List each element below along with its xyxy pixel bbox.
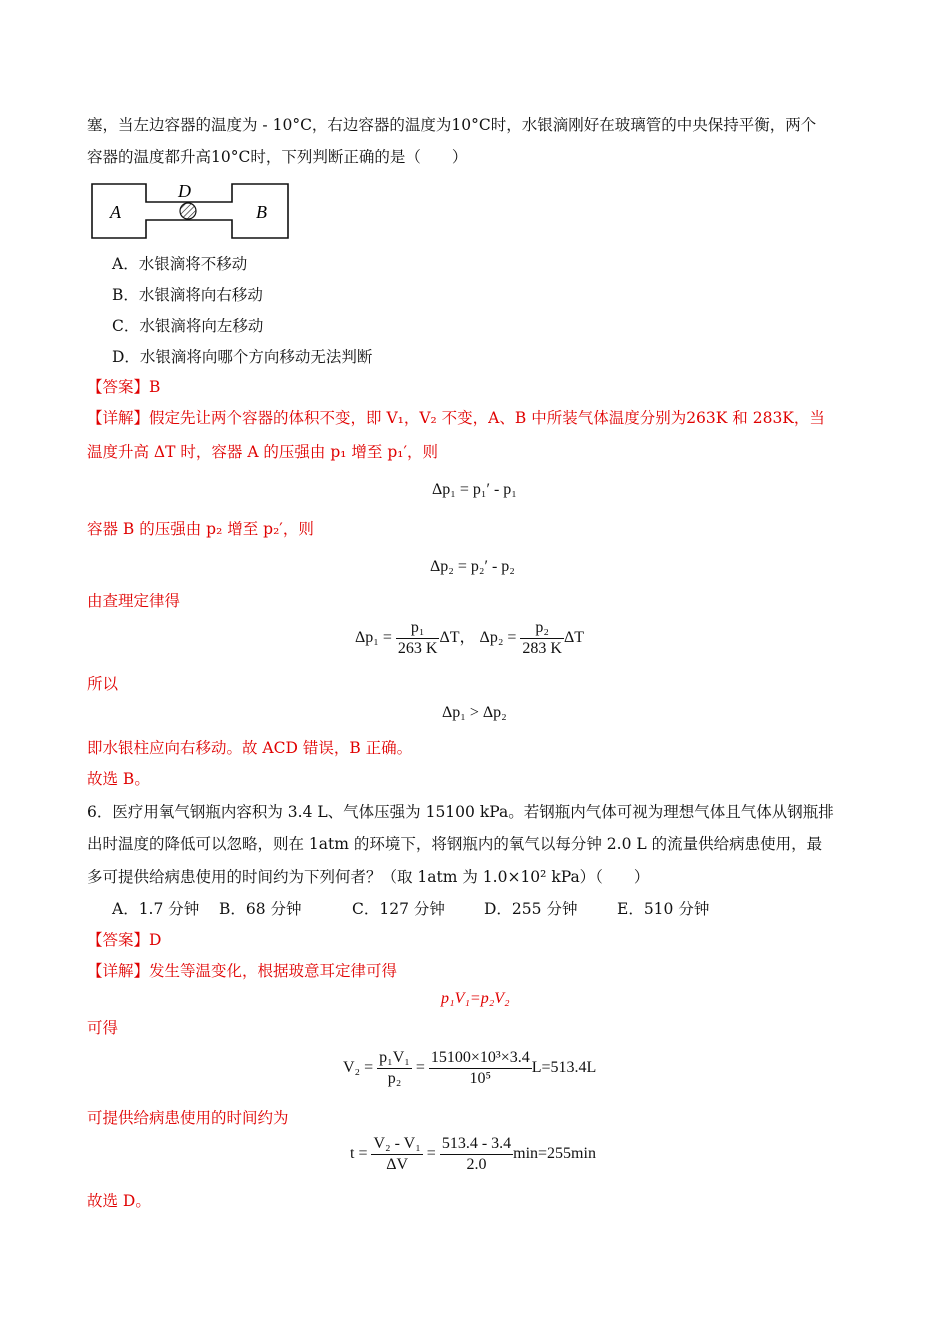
q6-stem-line2: 出时温度的降低可以忽略，则在 1atm 的环境下，将钢瓶内的氧气以每分钟 2.0 L 的流量供给病患使用，最 — [87, 835, 823, 853]
q5-eq3: Δp₁ = $\frac{\text{p₁}}{263 K}$ ΔT， Δp₂ = $\frac{\text{p₂}}{283 K}$ ΔT — [355, 619, 585, 657]
q5-stem-line2: 容器的温度都升高10°C时，下列判断正确的是（ ） — [87, 148, 468, 166]
q6-option-b: B．68 分钟 — [219, 900, 302, 918]
q5-eq4: Δp₁ > Δp₂ — [442, 704, 507, 721]
q6-line-time: 可提供给病患使用的时间约为 — [87, 1109, 289, 1127]
q5-detail-line1: 【详解】假定先让两个容器的体积不变，即 V₁，V₂ 不变，A、B 中所装气体温度分别为263K 和 283K，当 — [87, 409, 825, 427]
detail-tag: 【详解】 — [87, 962, 150, 980]
q5-conclusion: 即水银柱应向右移动。故 ACD 错误，B 正确。 — [87, 739, 413, 757]
q5-option-d: D．水银滴将向哪个方向移动无法判断 — [112, 348, 373, 366]
label-b: B — [256, 202, 267, 222]
q6-eq3: t = $\frac{\text{V₂ - V₁}}{\Delta V}$ = $\frac{513.4 - 3.4}{2.0}$ min=255min — [350, 1135, 596, 1173]
label-a: A — [110, 202, 121, 222]
q6-option-a: A．1.7 分钟 — [112, 900, 200, 918]
container-diagram — [90, 180, 292, 242]
q5-answer — [87, 376, 160, 398]
q6-eq1: p₁V₁=p₂V₂ — [441, 990, 510, 1007]
answer-tag: 【答案】 — [87, 378, 150, 396]
q6-line-get: 可得 — [87, 1019, 119, 1037]
q6-choose: 故选 D。 — [87, 1192, 151, 1210]
q6-detail-line1: 【详解】发生等温变化，根据玻意耳定律可得 — [87, 962, 398, 980]
q6-eq2: V₂ = $\frac{\text{p₁V₁}}{\text{p₂}}$ = $\frac{\text{15100×10³×3.4}}{\text{10⁵}}$ L=513.4L — [343, 1049, 597, 1087]
q6-answer — [87, 929, 161, 951]
label-d: D — [178, 181, 191, 201]
q5-eq2: Δp₂ = p₂′ - p₂ — [430, 558, 515, 575]
q6-option-d: D．255 分钟 — [484, 900, 578, 918]
q5-option-c: C．水银滴将向左移动 — [112, 317, 264, 335]
answer-tag: 【答案】 — [87, 931, 150, 949]
q6-stem-line1: 6．医疗用氧气钢瓶内容积为 3.4 L、气体压强为 15100 kPa。若钢瓶内气体可视为理想气体且气体从钢瓶排 — [87, 803, 834, 821]
q5-stem-line1: 塞，当左边容器的温度为 - 10°C，右边容器的温度为10°C时，水银滴刚好在玻璃管的中央保持平衡，两个 — [87, 116, 817, 134]
q5-line-so: 所以 — [87, 675, 119, 693]
q6-option-e: E．510 分钟 — [617, 900, 710, 918]
detail-tag: 【详解】 — [87, 409, 150, 427]
q6-option-c: C．127 分钟 — [352, 900, 445, 918]
fraction: $\frac{\text{V₂ - V₁}}{\Delta V}$ — [373, 1135, 421, 1173]
q5-choose: 故选 B。 — [87, 770, 150, 788]
answer-value: D — [149, 931, 162, 949]
fraction: $\frac{\text{15100×10³×3.4}}{\text{10⁵}}$ — [430, 1049, 530, 1087]
q5-eq1: Δp₁ = p₁′ - p₁ — [432, 481, 517, 498]
fraction: $\frac{\text{p₁}}{263 K}$ — [397, 619, 438, 657]
q5-line-b: 容器 B 的压强由 p₂ 增至 p₂′，则 — [87, 520, 314, 538]
fraction: $\frac{513.4 - 3.4}{2.0}$ — [441, 1135, 512, 1173]
fraction: $\frac{\text{p₁V₁}}{\text{p₂}}$ — [379, 1049, 410, 1087]
q5-detail-line2: 温度升高 ΔT 时，容器 A 的压强由 p₁ 增至 p₁′，则 — [87, 443, 439, 461]
q5-line-charles: 由查理定律得 — [87, 592, 181, 610]
q5-option-b: B．水银滴将向右移动 — [112, 286, 263, 304]
q6-stem-line3: 多可提供给病患使用的时间约为下列何者？（取 1atm 为 1.0×10² kPa）（ ） — [87, 868, 650, 886]
mercury-drop — [180, 203, 196, 219]
q5-option-a: A．水银滴将不移动 — [112, 255, 248, 273]
answer-value: B — [149, 378, 161, 396]
fraction: $\frac{\text{p₂}}{283 K}$ — [522, 619, 562, 657]
